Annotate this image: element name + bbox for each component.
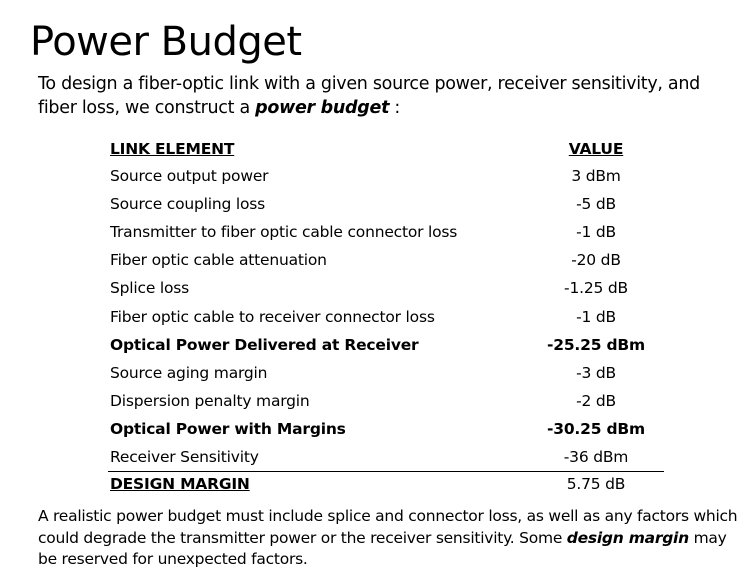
footer-text: A realistic power budget must include splice and connector loss, as well as any factors which could degrade the transmitter power or the receiver sensitivity. Some [38, 507, 738, 547]
intro-text-end: : [389, 98, 400, 118]
row-value: -30.25 dBm [547, 419, 645, 438]
row-element: Fiber optic cable to receiver connector loss [110, 307, 435, 326]
row-value: -20 dB [571, 251, 621, 270]
row-element: Transmitter to fiber optic cable connector loss [110, 223, 458, 242]
row-value: -25.25 dBm [547, 335, 645, 354]
intro-text: To design a fiber-optic link with a given source power, receiver sensitivity, and fiber loss, we construct a [38, 74, 700, 118]
row-element: Splice loss [110, 279, 190, 298]
row-element: Fiber optic cable attenuation [110, 251, 327, 270]
row-value: -36 dBm [563, 447, 629, 466]
table-row [108, 162, 664, 190]
row-value: -2 dB [576, 391, 616, 410]
intro-paragraph [38, 72, 743, 120]
table-row [108, 387, 664, 415]
row-element: Dispersion penalty margin [110, 391, 310, 410]
row-element: DESIGN MARGIN [108, 472, 528, 497]
table-row-subtotal [108, 331, 664, 359]
row-value: -5 dB [576, 195, 616, 214]
table-header-row [108, 136, 664, 162]
table-row [108, 274, 664, 302]
row-value: -3 dB [576, 363, 616, 382]
header-link-element: LINK ELEMENT [110, 140, 235, 158]
row-element: Receiver Sensitivity [110, 447, 259, 466]
intro-emphasis: power budget [255, 98, 390, 118]
table-row-design-margin [108, 472, 664, 497]
footer-emphasis: design margin [566, 528, 689, 547]
row-element: Optical Power Delivered at Receiver [110, 335, 419, 354]
footer-text-end: may be reserved for unexpected factors. [38, 528, 727, 568]
row-value: -1 dB [576, 307, 616, 326]
table-row [108, 302, 664, 330]
table-row [108, 246, 664, 274]
header-value: VALUE [568, 140, 624, 158]
row-value: 5.75 dB [528, 472, 664, 497]
power-budget-table [108, 136, 664, 496]
row-element: Optical Power with Margins [110, 419, 346, 438]
row-element: Source output power [110, 167, 269, 186]
row-value: -1 dB [576, 223, 616, 242]
footer-paragraph [38, 506, 743, 571]
table-row-subtotal [108, 415, 664, 443]
row-value: 3 dBm [571, 167, 621, 186]
table-row [108, 443, 664, 472]
page-title: Power Budget [30, 19, 302, 65]
row-element: Source coupling loss [110, 195, 265, 214]
table-row [108, 218, 664, 246]
row-element: Source aging margin [110, 363, 268, 382]
row-value: -1.25 dB [564, 279, 628, 298]
table-row [108, 190, 664, 218]
table-row [108, 359, 664, 387]
